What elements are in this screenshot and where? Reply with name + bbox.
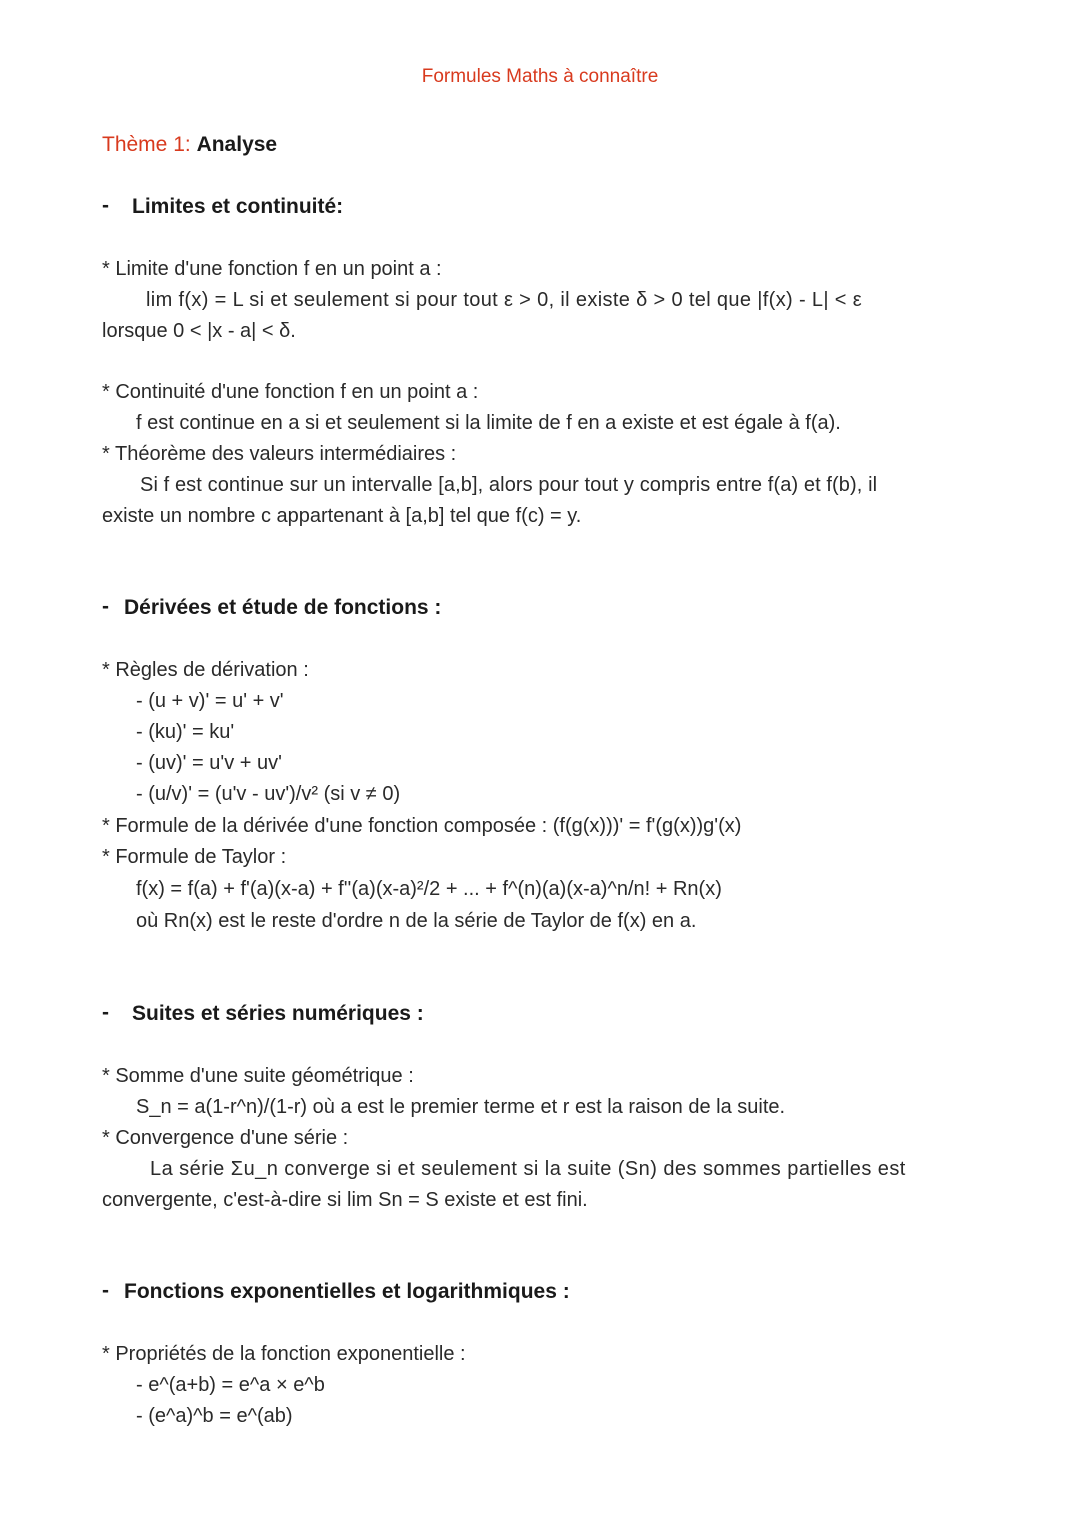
text-line: * Propriétés de la fonction exponentielle : [102, 1343, 466, 1365]
text-line: S_n = a(1-r^n)/(1-r) où a est le premier terme et r est la raison de la suite. [136, 1096, 786, 1118]
text-line: lim f(x) = L si et seulement si pour tout ε > 0, il existe δ > 0 tel que |f(x) - L| < ε [146, 289, 863, 311]
list-item: - (u/v)' = (u'v - uv')/v² (si v ≠ 0) [136, 783, 401, 805]
text-line: * Théorème des valeurs intermédiaires : [102, 443, 457, 465]
text-line: * Formule de la dérivée d'une fonction composée : (f(g(x)))' = f'(g(x))g'(x) [102, 815, 742, 837]
theme-name: Analyse [196, 133, 278, 156]
section-title-exp: Fonctions exponentielles et logarithmiques : [124, 1280, 570, 1303]
list-item: - (uv)' = u'v + uv' [136, 752, 282, 774]
text-line: La série Σu_n converge si et seulement si la suite (Sn) des sommes partielles est [150, 1158, 906, 1180]
list-item: - (e^a)^b = e^(ab) [136, 1405, 293, 1427]
text-line: * Convergence d'une série : [102, 1127, 349, 1149]
page-title: Formules Maths à connaître [421, 66, 659, 87]
section-title-suites: Suites et séries numériques : [132, 1002, 424, 1025]
section-title-limites: Limites et continuité: [132, 195, 344, 218]
list-item: - (u + v)' = u' + v' [136, 690, 284, 712]
text-line: * Formule de Taylor : [102, 846, 287, 868]
text-line: * Continuité d'une fonction f en un point a : [102, 381, 479, 403]
section-title-derivees: Dérivées et étude de fonctions : [124, 596, 442, 619]
section-dash: - [102, 194, 109, 217]
text-line: * Limite d'une fonction f en un point a : [102, 258, 442, 280]
list-item: - (ku)' = ku' [136, 721, 235, 743]
section-dash: - [102, 595, 109, 618]
list-item: - e^(a+b) = e^a × e^b [136, 1374, 325, 1396]
section-dash: - [102, 1279, 109, 1302]
section-dash: - [102, 1001, 109, 1024]
text-line: * Règles de dérivation : [102, 659, 309, 681]
text-line: existe un nombre c appartenant à [a,b] tel que f(c) = y. [102, 505, 582, 527]
text-line: convergente, c'est-à-dire si lim Sn = S existe et est fini. [102, 1189, 588, 1211]
formula-line: f(x) = f(a) + f'(a)(x-a) + f''(a)(x-a)²/2 + ... + f^(n)(a)(x-a)^n/n! + Rn(x) [136, 878, 722, 900]
text-line: Si f est continue sur un intervalle [a,b], alors pour tout y compris entre f(a) et f(b), il [140, 474, 878, 496]
text-line: f est continue en a si et seulement si la limite de f en a existe et est égale à f(a). [136, 412, 841, 434]
theme-prefix: Thème 1: [102, 133, 191, 156]
text-line: lorsque 0 < |x - a| < δ. [102, 320, 296, 342]
theme-heading [102, 132, 277, 158]
text-line: * Somme d'une suite géométrique : [102, 1065, 414, 1087]
text-line: où Rn(x) est le reste d'ordre n de la série de Taylor de f(x) en a. [136, 910, 697, 932]
